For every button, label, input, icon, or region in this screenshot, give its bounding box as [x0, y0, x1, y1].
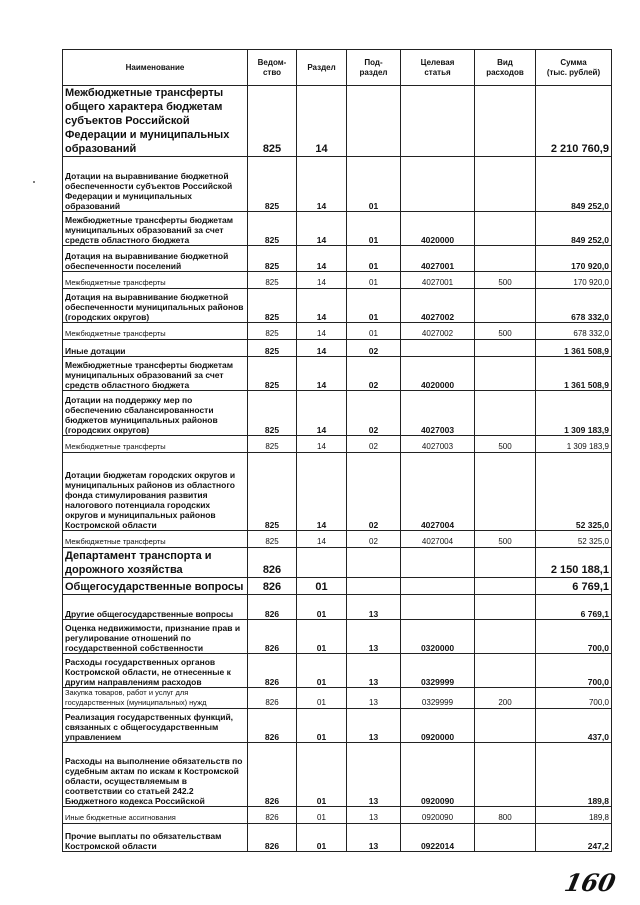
cell-name: Межбюджетные трансферты бюджетам муниципальных образований за счет средств областного бюджета — [63, 357, 248, 391]
cell-summa: 1 361 508,9 — [536, 357, 612, 391]
cell-statya: 0329999 — [401, 654, 475, 688]
cell-summa: 1 309 183,9 — [536, 391, 612, 436]
cell-name: Межбюджетные трансферты общего характера бюджетам субъектов Российской Федерации и муниципальных образований — [63, 86, 248, 157]
cell-name: Департамент транспорта и дорожного хозяйства — [63, 548, 248, 578]
cell-ved: 826 — [248, 743, 297, 807]
cell-summa: 6 769,1 — [536, 578, 612, 595]
cell-vid — [475, 709, 536, 743]
cell-podrazdel: 02 — [347, 453, 401, 531]
cell-summa: 1 361 508,9 — [536, 340, 612, 357]
cell-podrazdel: 13 — [347, 709, 401, 743]
cell-razdel: 01 — [297, 654, 347, 688]
cell-podrazdel: 01 — [347, 323, 401, 340]
cell-podrazdel: 13 — [347, 743, 401, 807]
cell-razdel: 01 — [297, 743, 347, 807]
cell-razdel — [297, 548, 347, 578]
cell-ved: 825 — [248, 391, 297, 436]
cell-vid: 500 — [475, 323, 536, 340]
table-row — [63, 289, 612, 323]
cell-name: Иные бюджетные ассигнования — [63, 807, 248, 824]
cell-vid: 200 — [475, 688, 536, 709]
table-row — [63, 548, 612, 578]
table-row — [63, 340, 612, 357]
header-line: Сумма — [560, 57, 587, 67]
cell-statya: 4027004 — [401, 531, 475, 548]
cell-podrazdel: 13 — [347, 595, 401, 620]
header-line: ство — [262, 67, 282, 77]
cell-vid — [475, 743, 536, 807]
cell-razdel: 01 — [297, 620, 347, 654]
cell-ved: 825 — [248, 340, 297, 357]
table-row — [63, 391, 612, 436]
cell-summa: 6 769,1 — [536, 595, 612, 620]
cell-name: Прочие выплаты по обязательствам Костромской области — [63, 824, 248, 852]
cell-vid — [475, 548, 536, 578]
cell-ved: 825 — [248, 212, 297, 246]
cell-statya: 4020000 — [401, 357, 475, 391]
cell-statya: 0922014 — [401, 824, 475, 852]
cell-podrazdel: 01 — [347, 246, 401, 272]
cell-razdel: 14 — [297, 436, 347, 453]
cell-ved: 826 — [248, 578, 297, 595]
cell-razdel: 01 — [297, 824, 347, 852]
cell-podrazdel: 13 — [347, 688, 401, 709]
cell-summa: 700,0 — [536, 654, 612, 688]
cell-razdel: 14 — [297, 212, 347, 246]
stray-mark — [33, 181, 35, 183]
cell-name: Дотации на поддержку мер по обеспечению сбалансированности бюджетов муниципальных районов (городских округов) — [63, 391, 248, 436]
cell-vid — [475, 357, 536, 391]
cell-razdel: 14 — [297, 86, 347, 157]
cell-summa: 189,8 — [536, 743, 612, 807]
cell-razdel: 01 — [297, 688, 347, 709]
header-line: Целевая — [420, 57, 455, 67]
cell-ved: 826 — [248, 824, 297, 852]
cell-razdel: 01 — [297, 709, 347, 743]
header-name: Наименование — [63, 50, 248, 86]
table-row — [63, 246, 612, 272]
cell-podrazdel: 01 — [347, 157, 401, 212]
table-row — [63, 212, 612, 246]
cell-podrazdel: 13 — [347, 807, 401, 824]
cell-ved: 826 — [248, 595, 297, 620]
cell-summa: 678 332,0 — [536, 289, 612, 323]
cell-ved: 825 — [248, 453, 297, 531]
cell-name: Оценка недвижимости, признание прав и регулирование отношений по государственной собственности — [63, 620, 248, 654]
cell-name: Общегосударственные вопросы — [63, 578, 248, 595]
cell-vid: 500 — [475, 436, 536, 453]
cell-razdel: 14 — [297, 246, 347, 272]
cell-podrazdel: 13 — [347, 620, 401, 654]
header-podrazdel — [347, 50, 401, 86]
header-line: статья — [424, 67, 451, 77]
cell-statya: 4027002 — [401, 323, 475, 340]
cell-vid: 500 — [475, 272, 536, 289]
cell-razdel: 14 — [297, 531, 347, 548]
cell-vid — [475, 654, 536, 688]
cell-summa: 2 150 188,1 — [536, 548, 612, 578]
cell-podrazdel: 01 — [347, 272, 401, 289]
cell-statya — [401, 157, 475, 212]
cell-name: Межбюджетные трансферты — [63, 272, 248, 289]
cell-ved: 825 — [248, 436, 297, 453]
cell-ved: 825 — [248, 272, 297, 289]
table-row — [63, 436, 612, 453]
cell-summa: 170 920,0 — [536, 272, 612, 289]
cell-name: Межбюджетные трансферты — [63, 323, 248, 340]
cell-ved: 826 — [248, 807, 297, 824]
cell-statya: 0329999 — [401, 688, 475, 709]
header-line: Вид — [497, 57, 513, 67]
cell-name: Межбюджетные трансферты — [63, 436, 248, 453]
cell-statya — [401, 548, 475, 578]
cell-statya — [401, 86, 475, 157]
cell-name: Закупка товаров, работ и услуг для государственных (муниципальных) нужд — [63, 688, 248, 709]
cell-ved: 826 — [248, 688, 297, 709]
cell-statya: 4027003 — [401, 436, 475, 453]
cell-statya: 4027001 — [401, 272, 475, 289]
header-line: Ведом- — [257, 57, 287, 67]
cell-statya: 0920090 — [401, 807, 475, 824]
table-row — [63, 357, 612, 391]
cell-summa: 437,0 — [536, 709, 612, 743]
header-line: раздел — [359, 67, 388, 77]
cell-razdel: 14 — [297, 340, 347, 357]
cell-summa: 700,0 — [536, 688, 612, 709]
cell-podrazdel: 02 — [347, 357, 401, 391]
cell-vid — [475, 289, 536, 323]
cell-podrazdel: 02 — [347, 436, 401, 453]
table-row — [63, 323, 612, 340]
cell-vid — [475, 157, 536, 212]
cell-statya: 0920000 — [401, 709, 475, 743]
cell-vid — [475, 391, 536, 436]
cell-ved: 826 — [248, 548, 297, 578]
cell-vid: 800 — [475, 807, 536, 824]
cell-name: Иные дотации — [63, 340, 248, 357]
cell-ved: 826 — [248, 654, 297, 688]
cell-razdel: 01 — [297, 578, 347, 595]
cell-ved: 826 — [248, 620, 297, 654]
cell-statya: 4027003 — [401, 391, 475, 436]
table-row — [63, 157, 612, 212]
cell-razdel: 14 — [297, 453, 347, 531]
cell-statya: 4027001 — [401, 246, 475, 272]
cell-vid — [475, 578, 536, 595]
table-row — [63, 86, 612, 157]
cell-summa: 170 920,0 — [536, 246, 612, 272]
cell-statya: 0920090 — [401, 743, 475, 807]
table-row — [63, 688, 612, 709]
cell-razdel: 14 — [297, 391, 347, 436]
cell-name: Дотации бюджетам городских округов и муниципальных районов из областного фонда стимулирования развития налогового потенциала городских округов и муниципальных районов Костромской области — [63, 453, 248, 531]
table-header-row — [63, 50, 612, 86]
table-row — [63, 807, 612, 824]
table-row — [63, 531, 612, 548]
cell-razdel: 14 — [297, 289, 347, 323]
cell-name: Дотация на выравнивание бюджетной обеспеченности поселений — [63, 246, 248, 272]
cell-summa: 678 332,0 — [536, 323, 612, 340]
cell-vid — [475, 246, 536, 272]
header-ved — [248, 50, 297, 86]
cell-statya — [401, 340, 475, 357]
cell-statya: 0320000 — [401, 620, 475, 654]
cell-name: Дотация на выравнивание бюджетной обеспеченности муниципальных районов (городских округов) — [63, 289, 248, 323]
cell-razdel: 14 — [297, 323, 347, 340]
cell-vid — [475, 824, 536, 852]
cell-ved: 825 — [248, 157, 297, 212]
cell-razdel: 14 — [297, 357, 347, 391]
cell-vid — [475, 212, 536, 246]
table-row — [63, 595, 612, 620]
cell-summa: 247,2 — [536, 824, 612, 852]
cell-ved: 825 — [248, 246, 297, 272]
cell-statya: 4027002 — [401, 289, 475, 323]
cell-name: Межбюджетные трансферты — [63, 531, 248, 548]
header-line: расходов — [486, 67, 524, 77]
header-line: Под- — [364, 57, 383, 67]
cell-name: Межбюджетные трансферты бюджетам муниципальных образований за счет средств областного бюджета — [63, 212, 248, 246]
cell-podrazdel — [347, 578, 401, 595]
cell-razdel: 14 — [297, 157, 347, 212]
cell-vid — [475, 453, 536, 531]
cell-ved: 825 — [248, 323, 297, 340]
cell-vid: 500 — [475, 531, 536, 548]
cell-razdel: 14 — [297, 272, 347, 289]
cell-name: Дотации на выравнивание бюджетной обеспеченности субъектов Российской Федерации и муниципальных образований — [63, 157, 248, 212]
cell-razdel: 01 — [297, 807, 347, 824]
table-row — [63, 272, 612, 289]
cell-summa: 189,8 — [536, 807, 612, 824]
cell-podrazdel: 02 — [347, 340, 401, 357]
cell-summa: 2 210 760,9 — [536, 86, 612, 157]
cell-name: Расходы на выполнение обязательств по судебным актам по искам к Костромской области, осуществляемым в соответствии со статьей 242.2 Бюджетного кодекса Российской — [63, 743, 248, 807]
cell-vid — [475, 340, 536, 357]
table-row — [63, 743, 612, 807]
table-row — [63, 453, 612, 531]
header-line: (тыс. рублей) — [546, 67, 601, 77]
cell-statya: 4027004 — [401, 453, 475, 531]
cell-podrazdel — [347, 86, 401, 157]
cell-ved: 825 — [248, 531, 297, 548]
cell-summa: 849 252,0 — [536, 212, 612, 246]
budget-table — [62, 49, 612, 852]
cell-statya — [401, 578, 475, 595]
cell-ved: 826 — [248, 709, 297, 743]
table-row — [63, 709, 612, 743]
cell-name: Реализация государственных функций, связанных с общегосударственным управлением — [63, 709, 248, 743]
cell-podrazdel: 13 — [347, 824, 401, 852]
cell-vid — [475, 595, 536, 620]
table-row — [63, 654, 612, 688]
cell-summa: 849 252,0 — [536, 157, 612, 212]
table-row — [63, 620, 612, 654]
header-vid — [475, 50, 536, 86]
table-row — [63, 578, 612, 595]
cell-podrazdel: 02 — [347, 531, 401, 548]
cell-name: Другие общегосударственные вопросы — [63, 595, 248, 620]
cell-podrazdel: 13 — [347, 654, 401, 688]
cell-summa: 52 325,0 — [536, 453, 612, 531]
cell-vid — [475, 620, 536, 654]
cell-name: Расходы государственных органов Костромской области, не отнесенные к другим направлениям расходов — [63, 654, 248, 688]
cell-podrazdel: 02 — [347, 391, 401, 436]
cell-podrazdel: 01 — [347, 289, 401, 323]
cell-vid — [475, 86, 536, 157]
table-row — [63, 824, 612, 852]
cell-summa: 1 309 183,9 — [536, 436, 612, 453]
cell-statya: 4020000 — [401, 212, 475, 246]
cell-podrazdel — [347, 548, 401, 578]
cell-summa: 52 325,0 — [536, 531, 612, 548]
header-summa — [536, 50, 612, 86]
page-number: 160 — [561, 868, 619, 897]
cell-statya — [401, 595, 475, 620]
cell-ved: 825 — [248, 357, 297, 391]
cell-ved: 825 — [248, 289, 297, 323]
header-razdel: Раздел — [297, 50, 347, 86]
cell-ved: 825 — [248, 86, 297, 157]
cell-podrazdel: 01 — [347, 212, 401, 246]
cell-razdel: 01 — [297, 595, 347, 620]
cell-summa: 700,0 — [536, 620, 612, 654]
header-statya — [401, 50, 475, 86]
